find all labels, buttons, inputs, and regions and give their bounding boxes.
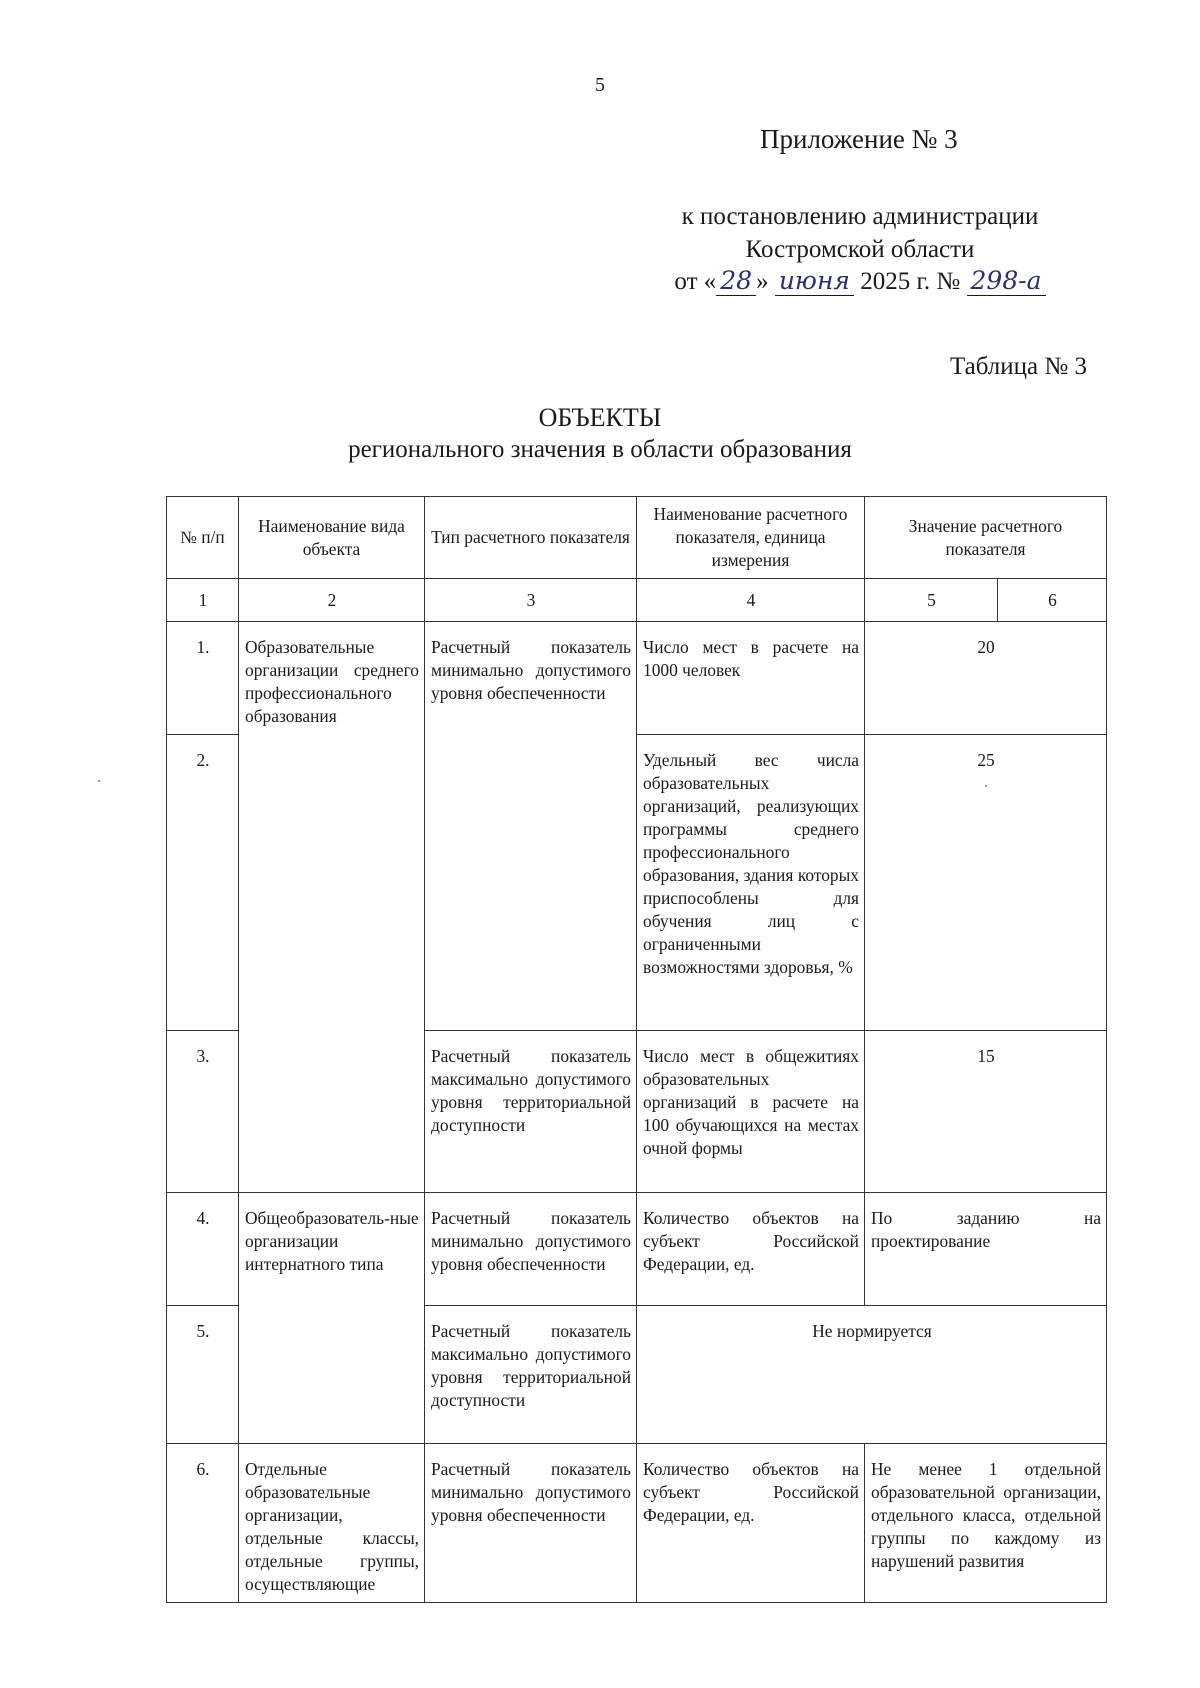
column-number: 3	[425, 579, 637, 622]
indicator-type: Расчетный показатель максимально допустимого уровня территориальной доступности	[425, 1305, 637, 1443]
title-main: ОБЪЕКТЫ	[538, 403, 662, 432]
row-number: 6.	[167, 1443, 239, 1602]
header-indicator-value: Значение расчетного показателя	[865, 497, 1107, 579]
indicator-value: 25	[865, 734, 1107, 1030]
title-sub: регионального значения в области образования	[348, 436, 852, 463]
indicator-value: 15	[865, 1030, 1107, 1192]
not-regulated-value: Не нормируется	[637, 1305, 1107, 1443]
date-year: 2025 г. №	[860, 268, 961, 295]
header-indicator-type: Тип расчетного показателя	[425, 497, 637, 579]
row-number: 4.	[167, 1192, 239, 1305]
indicator-value: Не менее 1 отдельной образовательной организации, отдельного класса, отдельной группы по каждому из нарушений развития	[865, 1443, 1107, 1602]
table-row	[167, 1305, 1107, 1443]
header-num: № п/п	[167, 497, 239, 579]
table-row	[167, 1192, 1107, 1305]
indicator-value: 20	[865, 622, 1107, 735]
indicator-type: Расчетный показатель минимально допустимого уровня обеспеченности	[425, 622, 637, 735]
indicator-type: Расчетный показатель максимально допустимого уровня территориальной доступности	[425, 1030, 637, 1192]
scan-speck	[98, 780, 100, 782]
handwritten-month: июня	[775, 266, 854, 296]
handwritten-doc-number: 298-а	[967, 266, 1046, 296]
indicator-name: Число мест в расчете на 1000 человек	[637, 622, 865, 735]
indicator-name: Удельный вес числа образовательных организаций, реализующих программы среднего профессионального образования, здания которых приспособлены для обучения лиц с ограниченными возможностями здоровья, %	[637, 734, 865, 1030]
indicator-value: По заданию на проектирование	[865, 1192, 1107, 1305]
column-number: 2	[239, 579, 425, 622]
table-row	[167, 1030, 1107, 1192]
indicator-type-continued	[425, 734, 637, 1030]
decree-reference: к постановлению администрации Костромской области	[681, 203, 1039, 263]
row-number: 1.	[167, 622, 239, 735]
header-object-type: Наименование вида объекта	[239, 497, 425, 579]
indicator-type: Расчетный показатель минимально допустимого уровня обеспеченности	[425, 1192, 637, 1305]
object-name-continued	[239, 1030, 425, 1192]
column-number: 4	[637, 579, 865, 622]
object-name: Образовательные организации среднего профессионального образования	[239, 622, 425, 735]
indicator-type: Расчетный показатель минимально допустимого уровня обеспеченности	[425, 1443, 637, 1602]
object-name-continued	[239, 734, 425, 1030]
column-numbers-row	[167, 579, 1107, 622]
object-name: Общеобразователь-ные организации интернатного типа	[239, 1192, 425, 1305]
document-title	[0, 402, 1200, 466]
row-number: 5.	[167, 1305, 239, 1443]
object-name: Отдельные образовательные организации, отдельные классы, отдельные группы, осуществляющие	[239, 1443, 425, 1602]
column-number: 1	[167, 579, 239, 622]
page-number: 5	[595, 74, 605, 96]
objects-table	[166, 496, 1107, 1603]
date-prefix: от «	[674, 268, 717, 295]
table-row	[167, 734, 1107, 1030]
indicator-name: Количество объектов на субъект Российской Федерации, ед.	[637, 1443, 865, 1602]
date-mid: »	[756, 268, 769, 295]
table-label: Таблица № 3	[949, 353, 1087, 380]
object-name-continued	[239, 1305, 425, 1443]
table-row	[167, 622, 1107, 735]
row-number: 2.	[167, 734, 239, 1030]
column-number: 6	[998, 579, 1107, 622]
table-row	[167, 1443, 1107, 1602]
appendix-title: Приложение № 3	[760, 124, 958, 154]
table-header-row	[167, 497, 1107, 579]
decree-date-line	[635, 266, 1085, 296]
column-number: 5	[865, 579, 998, 622]
row-number: 3.	[167, 1030, 239, 1192]
scan-speck	[985, 785, 987, 787]
indicator-name: Количество объектов на субъект Российской Федерации, ед.	[637, 1192, 865, 1305]
handwritten-day: 28	[716, 266, 756, 296]
header-indicator-name: Наименование расчетного показателя, единица измерения	[637, 497, 865, 579]
indicator-name: Число мест в общежитиях образовательных организаций в расчете на 100 обучающихся на местах очной формы	[637, 1030, 865, 1192]
